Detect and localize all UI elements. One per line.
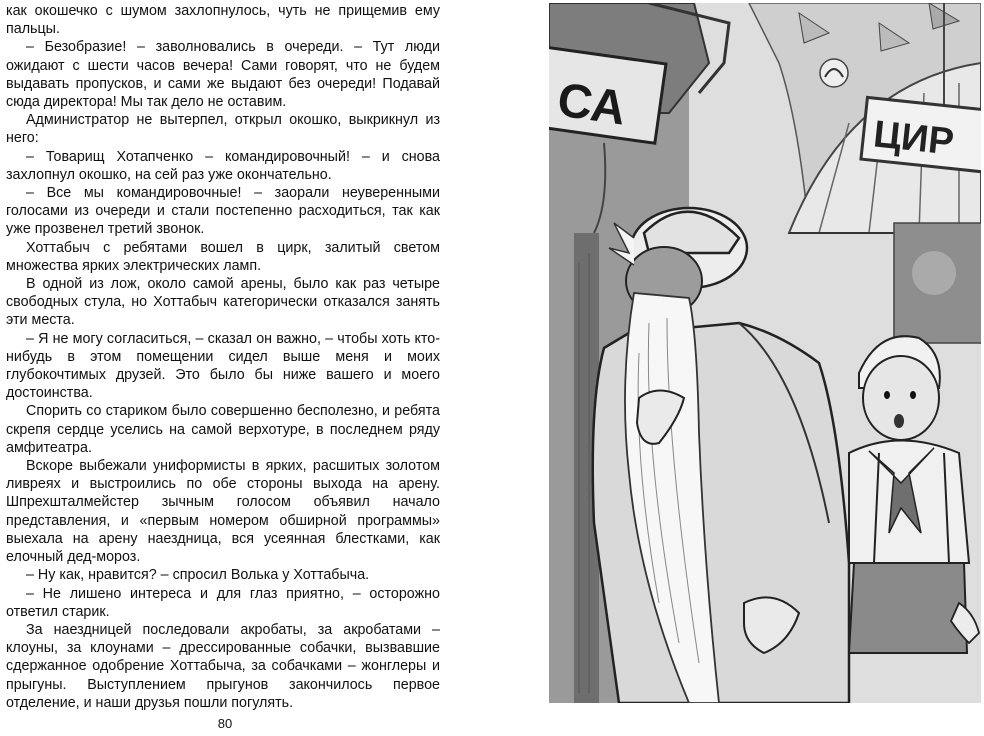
body-text <box>6 2 440 712</box>
kassa-sign-text: СА <box>554 73 630 136</box>
paragraph: – Безобразие! – заволновались в очереди. – Тут люди ожидают с шести часов вечера! Сами говорят, что не будем выдавать пропусков, и сами же выдают без очереди! Подавай сюда директора! Мы так дело не оставим. <box>6 39 440 111</box>
paragraph: – Я не могу согласиться, – сказал он важно, – чтобы хоть кто-нибудь в этом помещении сидел выше меня и моих глубокочтимых друзей. Это было бы ниже вашего и моего достоинства. <box>6 330 440 402</box>
paragraph: Спорить со стариком было совершенно бесполезно, и ребята скрепя сердце уселись на самой верхотуре, в последнем ряду амфитеатра. <box>6 403 440 456</box>
paragraph: За наездницей последовали акробаты, за акробатами – клоуны, за клоунами – дрессированные собачки, вызвавшие сдержанное одобрение Хоттабыча, за собачками – жонглеры и прыгуны. Выступлением прыгунов закончилось первое отделение, и наши друзья пошли погулять. <box>6 621 440 711</box>
paragraph: – Ну как, нравится? – спросил Волька у Хоттабыча. <box>26 567 370 584</box>
paragraph: Вскоре выбежали униформисты в ярких, расшитых золотом ливреях и выстроились по обе стороны выхода на арену. Шпрехшталмейстер зычным голосом объявил начало представления, и «первым номером обширной программы» выехала на арену наездница, вся усеянная блестками, как елочный дед-мороз. <box>6 458 440 566</box>
paragraph: Хоттабыч с ребятами вошел в цирк, залитый светом множества ярких электрических ламп. <box>6 239 440 274</box>
illustration <box>549 3 981 703</box>
paragraph: – Товарищ Хотапченко – командировочный! – и снова захлопнул окошко, на сей раз уже окончательно. <box>6 148 440 183</box>
kassa-sign <box>549 47 666 143</box>
paragraph: как окошечко с шумом захлопнулось, чуть не прищемив ему пальцы. <box>6 3 440 38</box>
text-page <box>0 0 470 736</box>
paragraph: – Все мы командировочные! – заорали неуверенными голосами из очереди и стали постепенно расходиться, так как уже прозвенел третий звонок. <box>6 185 440 238</box>
page-number: 80 <box>217 716 233 731</box>
paragraph: – Не лишено интереса и для глаз приятно, – осторожно ответил старик. <box>6 585 440 620</box>
circus-sign-text: ЦИР <box>871 113 956 164</box>
circus-sign <box>861 97 981 172</box>
paragraph: Администратор не вытерпел, открыл окошко, выкрикнул из него: <box>6 112 440 147</box>
paragraph: В одной из лож, около самой арены, было как раз четыре свободных стула, но Хоттабыч категорически отказался занять эти места. <box>6 276 440 329</box>
